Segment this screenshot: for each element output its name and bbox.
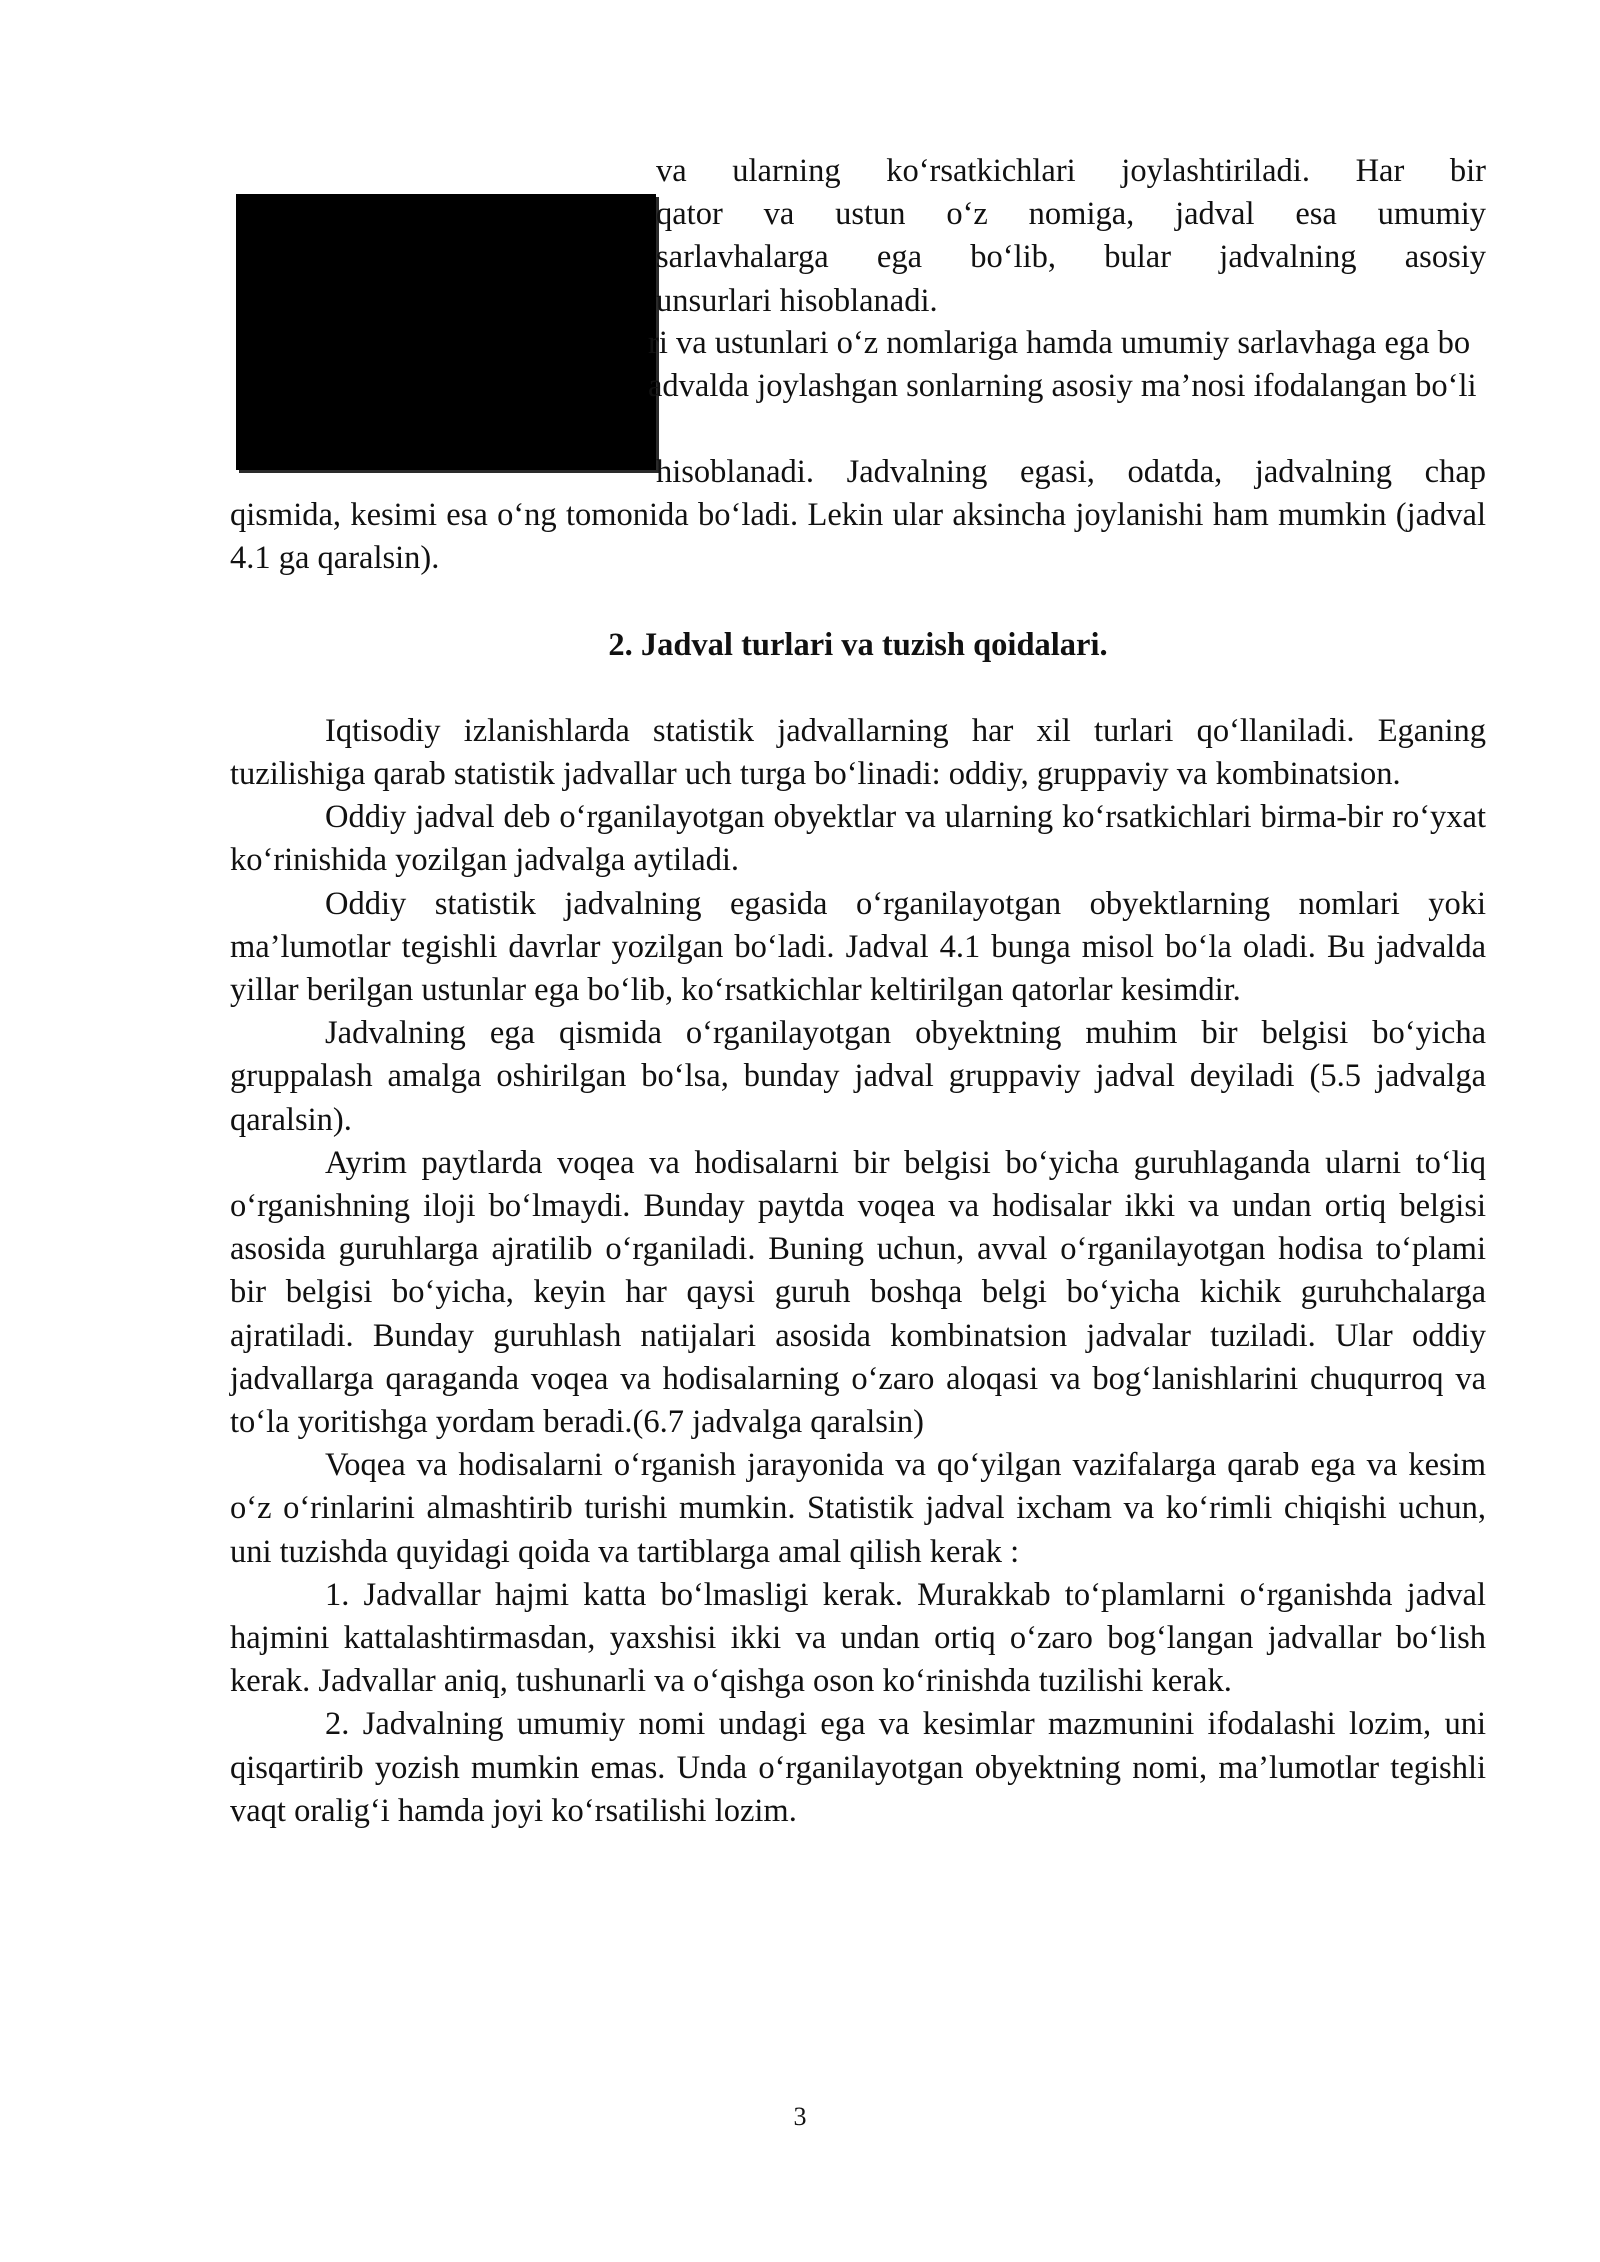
- main-text: [230, 451, 1486, 1833]
- page-number: 3: [793, 2102, 807, 2131]
- paragraph: 2. Jadvalning umumiy nomi undagi ega va kesimlar mazmunini ifodalashi lozim, uni qisqartirib yozish mumkin emas. Unda o‘rganilayotgan obyektning nomi, ma’lumotlar tegishli vaqt oralig‘i hamda joyi ko‘rsatilishi lozim.: [230, 1706, 1486, 1829]
- paragraph: Jadvalning ega qismida o‘rganilayotgan obyektning muhim bir belgisi bo‘yicha gruppalash amalga oshirilgan bo‘lsa, bunday jadval gruppaviy jadval deyiladi (5.5 jadvalga qaralsin).: [230, 1015, 1486, 1138]
- overflow-line: [648, 365, 1600, 408]
- wrapped-paragraph: [656, 150, 1486, 323]
- wrapped-line: unsurlari hisoblanadi.: [656, 282, 938, 319]
- continuation-text: qismida, kesimi esa o‘ng tomonida bo‘ladi. Lekin ular aksincha joylanishi ham mumkin (jadval 4.1 ga qaralsin).: [230, 497, 1486, 577]
- paragraph: Voqea va hodisalarni o‘rganish jarayonida va qo‘yilgan vazifalarga qarab ega va kesim o‘z o‘rinlarini almashtirib turishi mumkin. Statistik jadval ixcham va ko‘rimli chiqishi uchun, uni tuzishda quyidagi qoida va tartiblarga amal qilish kerak :: [230, 1447, 1486, 1570]
- paragraph: Oddiy jadval deb o‘rganilayotgan obyektlar va ularning ko‘rsatkichlari birma-bir ro‘yxat ko‘rinishida yozilgan jadvalga aytiladi.: [230, 799, 1486, 879]
- continuation-line: hisoblanadi. Jadvalning egasi, odatda, jadvalning chap: [656, 454, 1486, 490]
- wrapped-line: va ularning ko‘rsatkichlari joylashtiriladi. Har bir: [656, 153, 1486, 189]
- overflow-text: advalda joylashgan sonlarning asosiy ma’nosi ifodalangan bo‘li: [648, 368, 1477, 404]
- wrapped-line: qator va ustun o‘z nomiga, jadval esa umumiy: [656, 196, 1486, 233]
- overflow-line: [648, 322, 1600, 365]
- overflow-text: ri va ustunlari o‘z nomlariga hamda umumiy sarlavhaga ega bo: [648, 325, 1471, 361]
- redacted-image-block: [236, 194, 656, 470]
- paragraph: 1. Jadvallar hajmi katta bo‘lmasligi kerak. Murakkab to‘plamlarni o‘rganishda jadval hajmini kattalashtirmasdan, yaxshisi ikki va undan ortiq o‘zaro bog‘langan jadvallar bo‘lish kerak. Jadvallar aniq, tushunarli va o‘qishga oson ko‘rinishda tuzilishi kerak.: [230, 1576, 1486, 1700]
- section-heading: 2. Jadval turlari va tuzish qoidalari.: [608, 626, 1108, 663]
- paragraph: Iqtisodiy izlanishlarda statistik jadvallarning har xil turlari qo‘llaniladi. Eganing tuzilishiga qarab statistik jadvallar uch turga bo‘linadi: oddiy, gruppaviy va kombinatsion.: [230, 712, 1486, 793]
- paragraph: Oddiy statistik jadvalning egasida o‘rganilayotgan obyektlarning nomlari yoki ma’lumotlar tegishli davrlar yozilgan bo‘ladi. Jadval 4.1 bunga misol bo‘la oladi. Bu jadvalda yillar berilgan ustunlar ega bo‘lib, ko‘rsatkichlar keltirilgan qatorlar kesimdir.: [230, 885, 1486, 1009]
- wrapped-line: sarlavhalarga ega bo‘lib, bular jadvalning asosiy: [656, 239, 1486, 276]
- paragraph: Ayrim paytlarda voqea va hodisalarni bir belgisi bo‘yicha guruhlaganda ularni to‘liq o‘rganishning iloji bo‘lmaydi. Bunday paytda voqea va hodisalar ikki va undan ortiq belgisi asosida guruhlarga ajratilib o‘rganiladi. Buning uchun, avval o‘rganilayotgan hodisa to‘plami bir belgisi bo‘yicha, keyin har qaysi guruh boshqa belgi bo‘yicha kichik guruhchalarga ajratiladi. Bunday guruhlash natijalari asosida kombinatsion jadvalar tuziladi. Ular oddiy jadvallarga qaraganda voqea va hodisalarning o‘zaro aloqasi va bog‘lanishlarini chuqurroq va to‘la yoritishga yordam beradi.(6.7 jadvalga qaralsin): [230, 1144, 1486, 1441]
